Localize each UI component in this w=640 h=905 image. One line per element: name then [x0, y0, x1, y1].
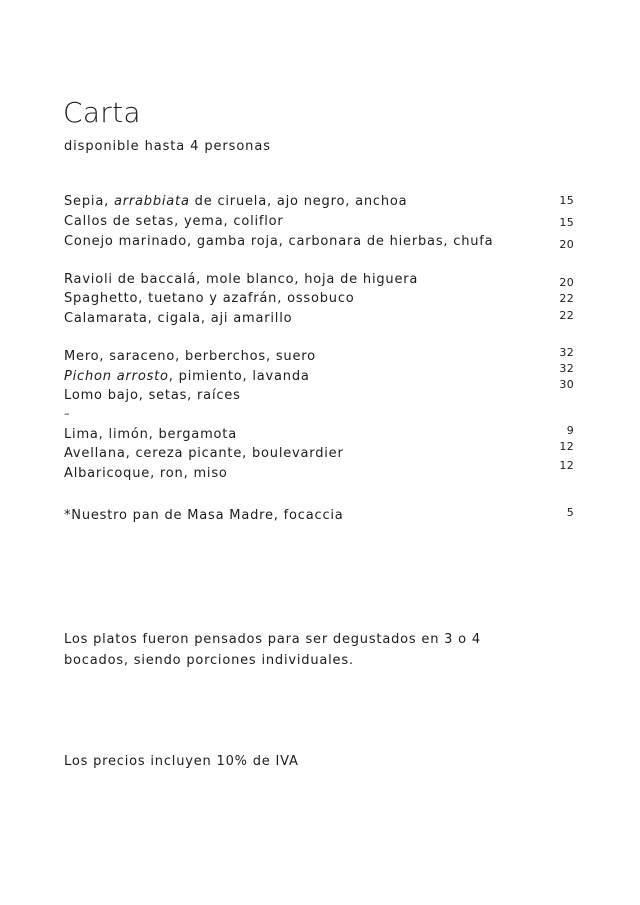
menu-item-price: 9 — [566, 424, 574, 437]
menu-item-name: Albaricoque, ron, miso — [64, 466, 228, 481]
menu-item-name: Pichon arrosto, pimiento, lavanda — [64, 369, 310, 384]
menu-item-name: Lomo bajo, setas, raíces — [64, 388, 241, 403]
menu-item-price: 5 — [566, 506, 574, 519]
menu-item-price: 20 — [559, 276, 574, 289]
menu-item-name: *Nuestro pan de Masa Madre, focaccia — [64, 508, 344, 523]
section-separator: – — [64, 407, 70, 420]
page-subtitle: disponible hasta 4 personas — [64, 139, 271, 154]
menu-item-price: 32 — [559, 362, 574, 375]
menu-item-price: 32 — [559, 346, 574, 359]
menu-item-price: 15 — [559, 194, 574, 207]
menu-item-name: Lima, limón, bergamota — [64, 427, 237, 442]
menu-item-name: Mero, saraceno, berberchos, suero — [64, 349, 316, 364]
page-title: Carta — [63, 96, 141, 129]
menu-item-price: 22 — [559, 292, 574, 305]
menu-item-price: 30 — [559, 378, 574, 391]
menu-item-name: Calamarata, cigala, aji amarillo — [64, 311, 293, 326]
menu-item-price: 12 — [559, 440, 574, 453]
menu-item-price: 22 — [559, 309, 574, 322]
menu-item-name: Ravioli de baccalá, mole blanco, hoja de higuera — [64, 272, 419, 287]
menu-item-name: Spaghetto, tuetano y azafrán, ossobuco — [64, 291, 355, 306]
menu-item-price: 20 — [559, 238, 574, 251]
menu-item-name: Callos de setas, yema, coliflor — [64, 214, 284, 229]
menu-item-name: Conejo marinado, gamba roja, carbonara de hierbas, chufa — [64, 234, 494, 249]
menu-item-name: Avellana, cereza picante, boulevardier — [64, 446, 344, 461]
portions-note: Los platos fueron pensados para ser degustados en 3 o 4 bocados, siendo porciones individuales. — [64, 632, 481, 668]
menu-item-price: 15 — [559, 216, 574, 229]
menu-item-name: Sepia, arrabbiata de ciruela, ajo negro, anchoa — [64, 194, 408, 209]
menu-item-price: 12 — [559, 459, 574, 472]
iva-note: Los precios incluyen 10% de IVA — [64, 754, 299, 769]
